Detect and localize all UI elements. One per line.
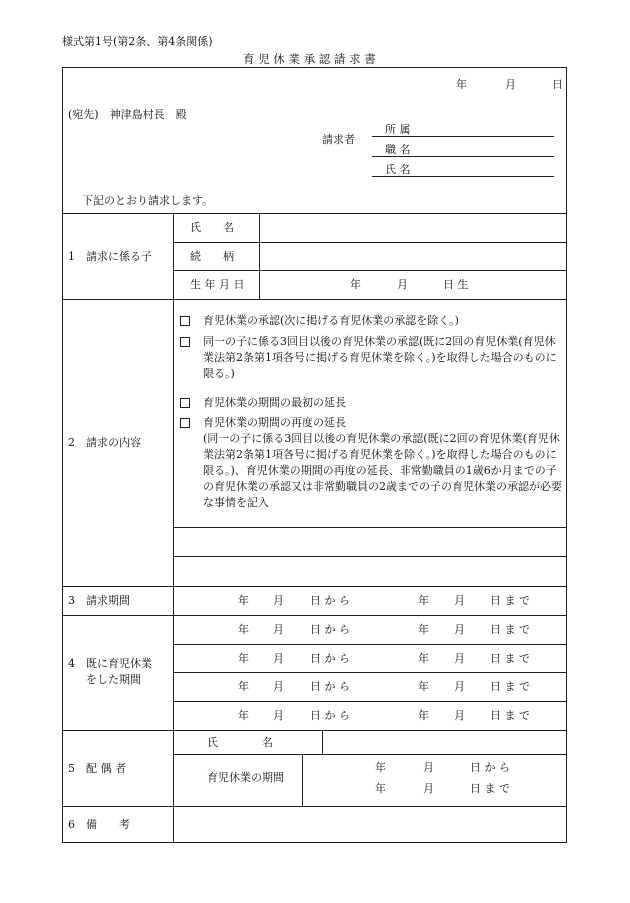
period-from-day: 日 か ら [310, 680, 350, 693]
option2-checkbox[interactable] [180, 337, 190, 347]
spouse-from-day: 日 か ら [470, 761, 510, 774]
divider [173, 701, 567, 702]
section1-label: 1 請求に係る子 [68, 250, 152, 263]
divider [173, 527, 567, 528]
divider [62, 806, 567, 807]
date-month: 月 [505, 78, 516, 91]
period-to-day: 日 ま で [490, 709, 530, 722]
spouse-to-day: 日 ま で [470, 782, 510, 795]
section6-label: 6 備 考 [68, 818, 130, 831]
form-title: 育 児 休 業 承 認 請 求 書 [243, 52, 376, 66]
period-from-day: 日 か ら [310, 623, 350, 636]
birth-month: 月 [397, 278, 408, 291]
option4-checkbox[interactable] [180, 418, 190, 428]
intro-text: 下記のとおり請求します。 [82, 194, 214, 207]
period-from-day: 日 か ら [310, 652, 350, 665]
requester-position-field[interactable] [372, 156, 554, 157]
divider [62, 213, 567, 214]
period-from-year: 年 [238, 623, 249, 636]
period-to-month: 月 [454, 594, 465, 607]
child-name-label: 氏 名 [190, 221, 234, 234]
requester-label: 請求者 [322, 133, 355, 146]
period-to-year: 年 [418, 594, 429, 607]
period-to-year: 年 [418, 680, 429, 693]
requester-affiliation-label: 所 属 [385, 123, 411, 136]
divider [62, 730, 567, 731]
period-to-year: 年 [418, 709, 429, 722]
period-from-month: 月 [273, 594, 284, 607]
requester-name-field[interactable] [372, 176, 554, 177]
period-from-month: 月 [273, 652, 284, 665]
period-to-month: 月 [454, 709, 465, 722]
divider [173, 672, 567, 673]
period-to-day: 日 ま で [490, 594, 530, 607]
column-divider [173, 213, 174, 843]
date-year: 年 [456, 78, 467, 91]
child-birthdate-label: 生 年 月 日 [190, 278, 245, 291]
divider [62, 615, 567, 616]
period-from-year: 年 [238, 709, 249, 722]
period-from-year: 年 [238, 680, 249, 693]
addressee: (宛先) 神津島村長 殿 [68, 108, 187, 121]
option4-text: 育児休業の期間の再度の延長 [203, 416, 346, 429]
spouse-to-month: 月 [423, 782, 434, 795]
period-from-year: 年 [238, 594, 249, 607]
divider [173, 754, 567, 755]
divider [173, 242, 567, 243]
section3-label: 3 請求期間 [68, 594, 130, 607]
spouse-from-year: 年 [375, 761, 386, 774]
period-from-month: 月 [273, 680, 284, 693]
section4-label-line1: 4 既に育児休業 [68, 657, 152, 670]
divider [62, 586, 567, 587]
date-day: 日 [552, 78, 563, 91]
period-to-day: 日 ま で [490, 680, 530, 693]
birth-day: 日 生 [443, 278, 469, 291]
period-to-day: 日 ま で [490, 652, 530, 665]
option2-text: 同一の子に係る3回目以後の育児休業の承認(既に2回の育児休業(育児休業法第2条第1項各号に掲げる育児休業を除く。)を取得した場合のものに限る。) [203, 335, 557, 380]
requester-name-label: 氏 名 [385, 163, 411, 176]
period-to-month: 月 [454, 623, 465, 636]
option3-text: 育児休業の期間の最初の延長 [203, 396, 346, 409]
section2-label: 2 請求の内容 [68, 436, 141, 449]
period-from-month: 月 [273, 623, 284, 636]
spouse-from-month: 月 [423, 761, 434, 774]
divider [173, 644, 567, 645]
period-to-month: 月 [454, 652, 465, 665]
period-to-year: 年 [418, 652, 429, 665]
spouse-name-label: 氏 名 [207, 736, 273, 749]
period-to-day: 日 ま で [490, 623, 530, 636]
spouse-period-label: 育児休業の期間 [207, 771, 284, 784]
requester-affiliation-field[interactable] [372, 136, 554, 137]
divider [173, 556, 567, 557]
form-number: 様式第1号(第2条、第4条関係) [62, 35, 213, 48]
reason-note: (同一の子に係る3回目以後の育児休業の承認(既に2回の育児休業(育児休業法第2条第1項各号に掲げる育児休業を除く。)を取得した場合のものに限る。)、育児休業の期間の再度の延長、非常勤職員の1歳6か月までの子の育児休業の承認又は非常勤職員の2歳までの子の育児休業の承認が必要な事情を記入 [203, 432, 562, 509]
section4-label-line2: をした期間 [86, 673, 141, 686]
option1-checkbox[interactable] [180, 316, 190, 326]
section5-label: 5 配 偶 者 [68, 762, 126, 775]
birth-year: 年 [350, 278, 361, 291]
option1-text: 育児休業の承認(次に掲げる育児休業の承認を除く。) [203, 314, 459, 327]
period-from-day: 日 か ら [310, 709, 350, 722]
spouse-to-year: 年 [375, 782, 386, 795]
period-to-year: 年 [418, 623, 429, 636]
period-from-year: 年 [238, 652, 249, 665]
divider [173, 270, 567, 271]
period-from-month: 月 [273, 709, 284, 722]
requester-position-label: 職 名 [385, 143, 411, 156]
option3-checkbox[interactable] [180, 398, 190, 408]
period-to-month: 月 [454, 680, 465, 693]
period-from-day: 日 か ら [310, 594, 350, 607]
divider [62, 299, 567, 300]
column-divider [322, 730, 323, 754]
column-divider [259, 213, 260, 299]
column-divider [302, 754, 303, 806]
child-relationship-label: 続 柄 [190, 250, 234, 263]
